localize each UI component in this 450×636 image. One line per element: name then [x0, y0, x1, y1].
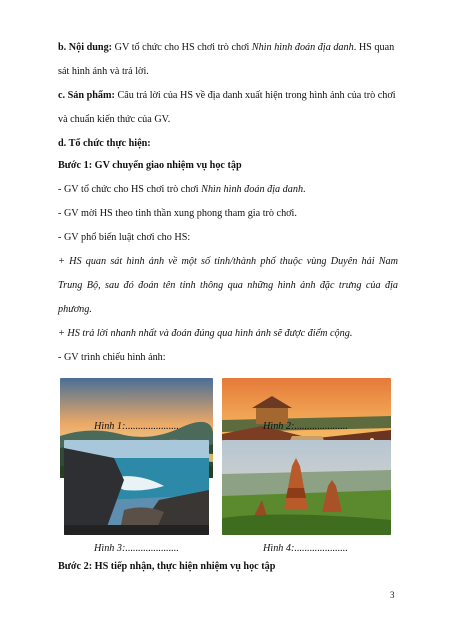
page-number: 3	[390, 590, 395, 600]
figure-caption-4: Hình 4:.....................	[263, 543, 348, 554]
list-item: - GV phổ biến luật chơi cho HS:	[58, 232, 191, 243]
content-line: sát hình ảnh và trả lời.	[58, 66, 149, 77]
list-item: - GV mời HS theo tinh thần xung phong tham gia trò chơi.	[58, 208, 297, 219]
product-line: c. Sản phẩm: Câu trả lời của HS về địa danh xuất hiện trong hình ảnh của trò chơi	[58, 90, 396, 101]
rule-line: + HS trả lời nhanh nhất và đoán đúng qua hình ảnh sẽ được điểm cộng.	[58, 328, 353, 339]
step-heading: Bước 1: GV chuyển giao nhiệm vụ học tập	[58, 160, 242, 171]
figure-caption-2: Hình 2:.....................	[263, 421, 348, 432]
figure-caption-1-text: Hình 1:.....................	[94, 421, 179, 432]
section-heading: d. Tổ chức thực hiện:	[58, 138, 151, 149]
product-line: và chuẩn kiến thức của GV.	[58, 114, 171, 125]
content-line: b. Nội dung: GV tổ chức cho HS chơi trò chơi Nhìn hình đoán địa danh. HS quan	[58, 42, 395, 53]
figure-image-4	[222, 440, 391, 535]
rule-line: phương.	[58, 304, 92, 315]
figure-image-3	[64, 440, 209, 535]
list-item: - GV trình chiếu hình ảnh:	[58, 352, 166, 363]
rule-line: + HS quan sát hình ảnh về một số tỉnh/thành phố thuộc vùng Duyên hải Nam	[58, 256, 398, 267]
rule-line: Trung Bộ, sau đó đoán tên tỉnh thông qua những hình ảnh đặc trưng của địa	[58, 280, 398, 291]
list-item: - GV tổ chức cho HS chơi trò chơi Nhìn hình đoán địa danh.	[58, 184, 306, 195]
step-heading: Bước 2: HS tiếp nhận, thực hiện nhiệm vụ học tập	[58, 561, 276, 572]
figure-caption-3: Hình 3:.....................	[94, 543, 179, 554]
